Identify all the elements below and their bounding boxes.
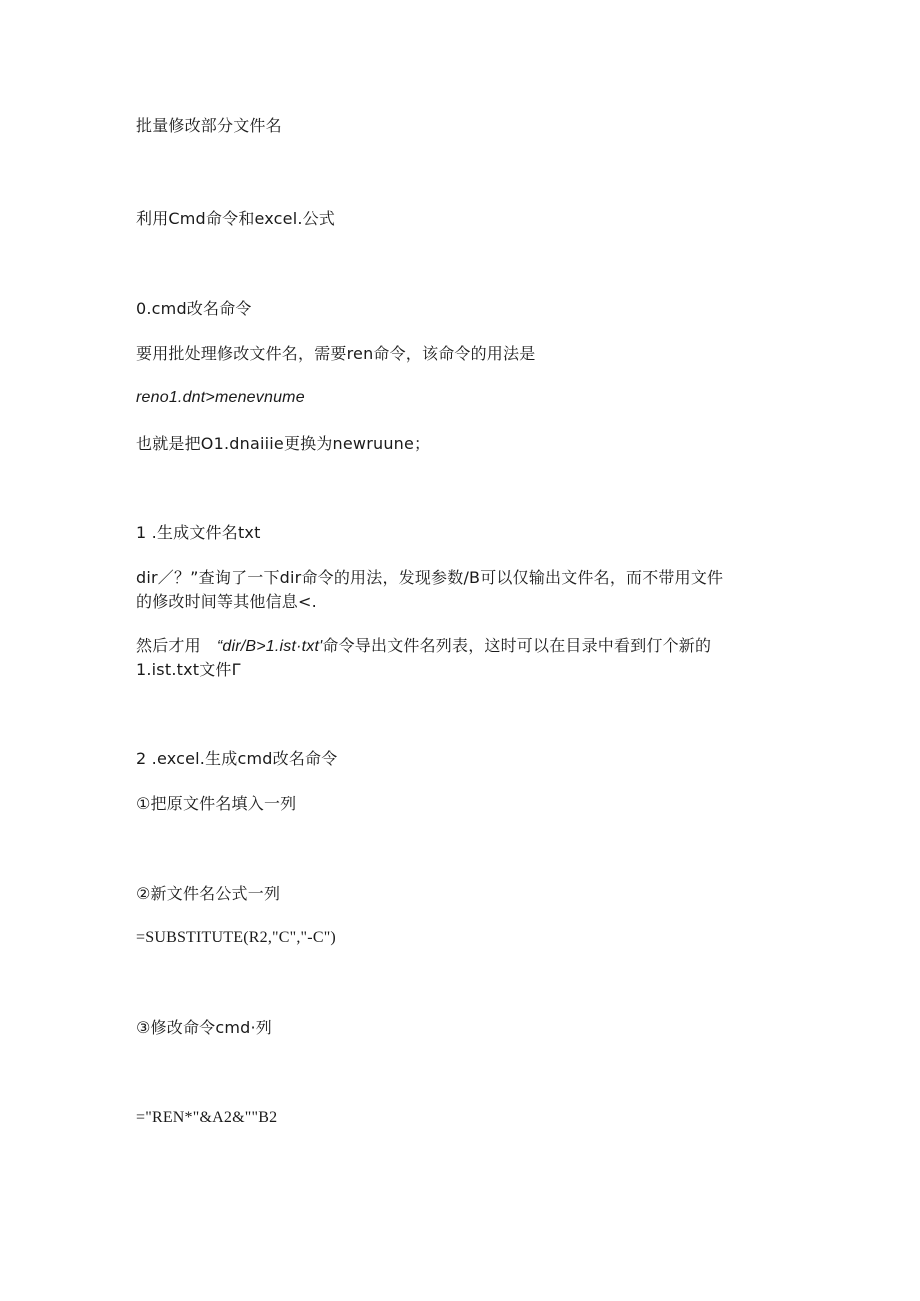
document-title: 批量修改部分文件名 <box>136 116 282 135</box>
section-1-paragraph-1-line-2: 的修改时间等其他信息<. <box>136 592 317 611</box>
document-subtitle: 利用Cmd命令和excel.公式 <box>136 209 336 228</box>
step-2: ②新文件名公式一列 <box>136 884 281 903</box>
paragraph-prefix: 然后才用 <box>136 636 201 655</box>
paragraph-suffix: 命令导出文件名列表，这时可以在目录中看到仃个新的 <box>322 636 712 655</box>
step-3: ③修改命令cmd·列 <box>136 1018 272 1037</box>
formula-ren: ="REN*"&A2&""B2 <box>136 1109 278 1126</box>
formula-substitute: =SUBSTITUTE(R2,"C","-C") <box>136 929 336 946</box>
step-1: ①把原文件名填入一列 <box>136 794 297 813</box>
section-1-paragraph-2-line-1 <box>136 635 711 658</box>
section-0-code: reno1.dnt>menevnume <box>136 389 305 406</box>
section-0-paragraph-2: 也就是把O1.dnaiiie更换为newruune； <box>136 434 431 453</box>
section-1-heading: 1 .生成文件名txt <box>136 523 261 542</box>
inline-command: “dir/B>1.ist·txt' <box>216 638 323 655</box>
section-1-paragraph-2-line-2: 1.ist.txt文件Γ <box>136 660 241 679</box>
section-0-heading: 0.cmd改名命令 <box>136 299 252 318</box>
section-0-paragraph-1: 要用批处理修改文件名，需要ren命令，该命令的用法是 <box>136 344 536 363</box>
section-2-heading: 2 .excel.生成cmd改名命令 <box>136 749 338 768</box>
section-1-paragraph-1-line-1: dir／？”查询了一下dir命令的用法，发现参数/B可以仅输出文件名，而不带用文件 <box>136 568 724 587</box>
